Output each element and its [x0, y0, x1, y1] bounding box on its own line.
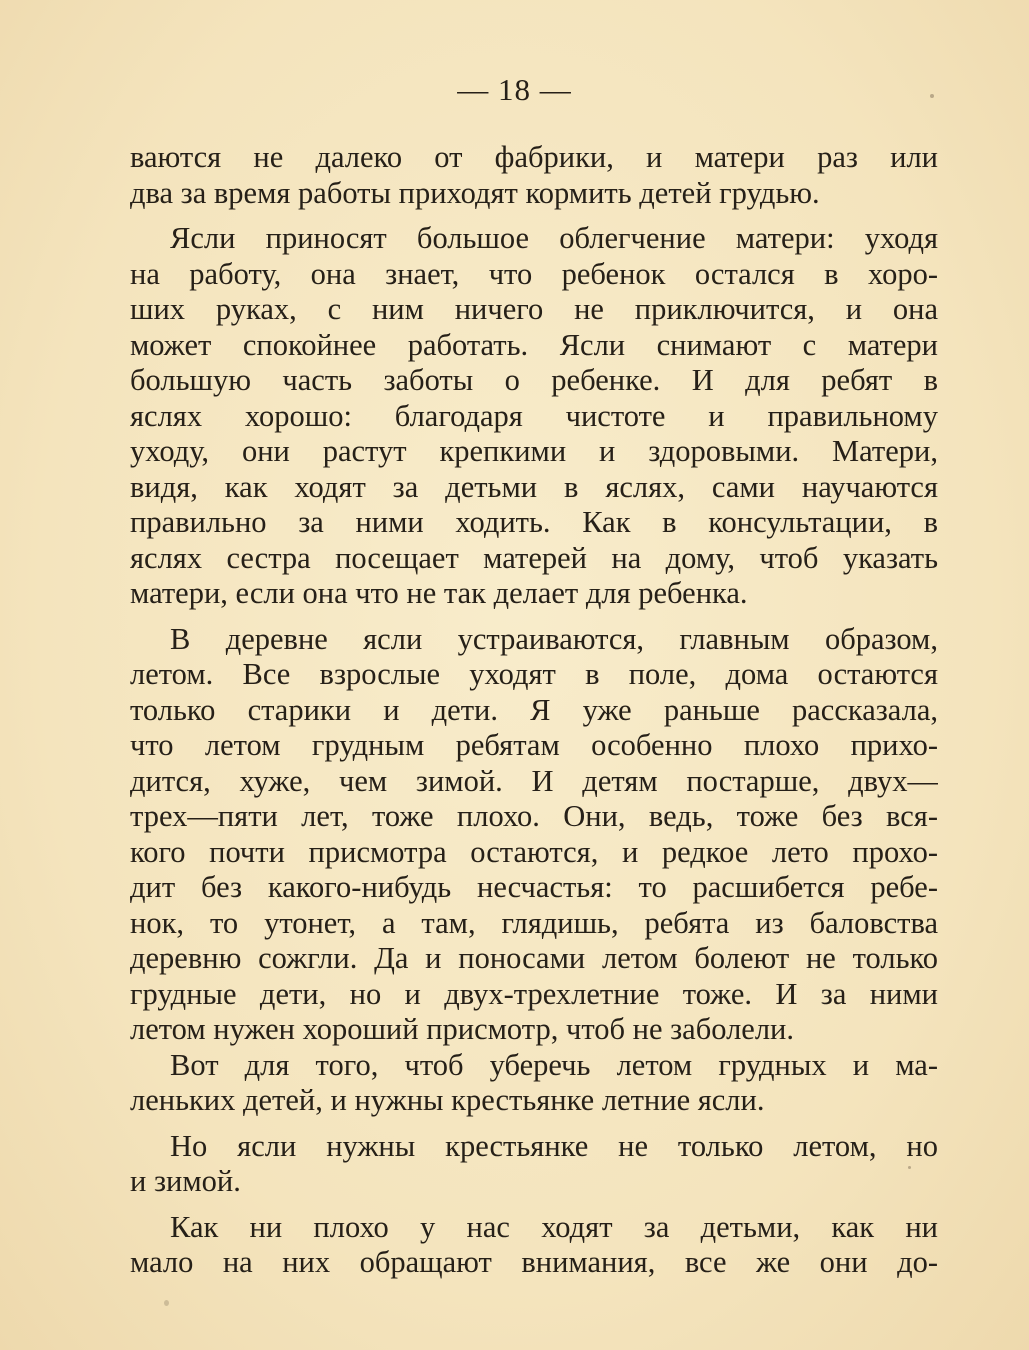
text-line: матери, если она что не так делает для ребенка. [130, 576, 748, 610]
text-line: деревню сожгли. Да и поносами летом болеют не только [130, 941, 938, 975]
paragraph-start-line: Как ни плохо у нас ходят за детьми, как ни [170, 1209, 938, 1244]
page-number: — 18 — [457, 72, 572, 107]
text-line: мало на них обращают внимания, все же они до- [130, 1245, 938, 1279]
text-line: видя, как ходят за детьми в яслях, сами научаются [130, 469, 938, 504]
text-line: кого почти присмотра остаются, и редкое лето прохо- [130, 834, 938, 869]
text-line: правильно за ними ходить. Как в консультации, в [130, 505, 938, 539]
text-line: уходу, они растут крепкими и здоровыми. Матери, [130, 434, 938, 468]
body-text [130, 140, 938, 1281]
text-line: что летом грудным ребятам особенно плохо прихо- [130, 728, 938, 762]
text-line: летом нужен хороший присмотр, чтоб не заболели. [130, 1012, 795, 1046]
text-line: и зимой. [130, 1164, 241, 1198]
text-line: большую часть заботы о ребенке. И для ребят в [130, 363, 938, 397]
paper-speck [164, 1300, 169, 1306]
text-line: только старики и дети. Я уже раньше рассказала, [130, 692, 938, 727]
text-line: два за время работы приходят кормить детей грудью. [130, 175, 820, 210]
text-line: на работу, она знает, что ребенок остался в хоро- [130, 256, 938, 291]
paragraph-start-line: Ясли приносят большое облегчение матери: уходя [170, 221, 938, 255]
paragraph-start-line: В деревне ясли устраиваются, главным образом, [170, 621, 938, 656]
text-line: нок, то утонет, а там, глядишь, ребята из баловства [130, 905, 938, 940]
text-line: летом. Все взрослые уходят в поле, дома остаются [130, 657, 938, 691]
text-line: ших руках, с ним ничего не приключится, и она [130, 292, 938, 326]
text-line: может спокойнее работать. Ясли снимают с матери [130, 327, 938, 362]
paragraph-start-line: Вот для того, чтоб уберечь летом грудных и ма- [170, 1047, 938, 1082]
text-line: грудные дети, но и двух-трехлетние тоже. И за ними [130, 976, 938, 1011]
text-line: яслях сестра посещает матерей на дому, чтоб указать [130, 540, 938, 575]
text-line: яслях хорошо: благодаря чистоте и правильному [130, 398, 938, 433]
text-line: ваются не далеко от фабрики, и матери раз или [130, 140, 938, 174]
text-line: дится, хуже, чем зимой. И детям постарше, двух— [130, 763, 938, 798]
paragraph-start-line: Но ясли нужны крестьянке не только летом, но [170, 1128, 938, 1163]
text-line: трех—пяти лет, тоже плохо. Они, ведь, тоже без вся- [130, 799, 938, 833]
text-line: дит без какого-нибудь несчастья: то расшибется ребе- [130, 870, 938, 904]
text-line: леньких детей, и нужны крестьянке летние ясли. [130, 1083, 765, 1117]
